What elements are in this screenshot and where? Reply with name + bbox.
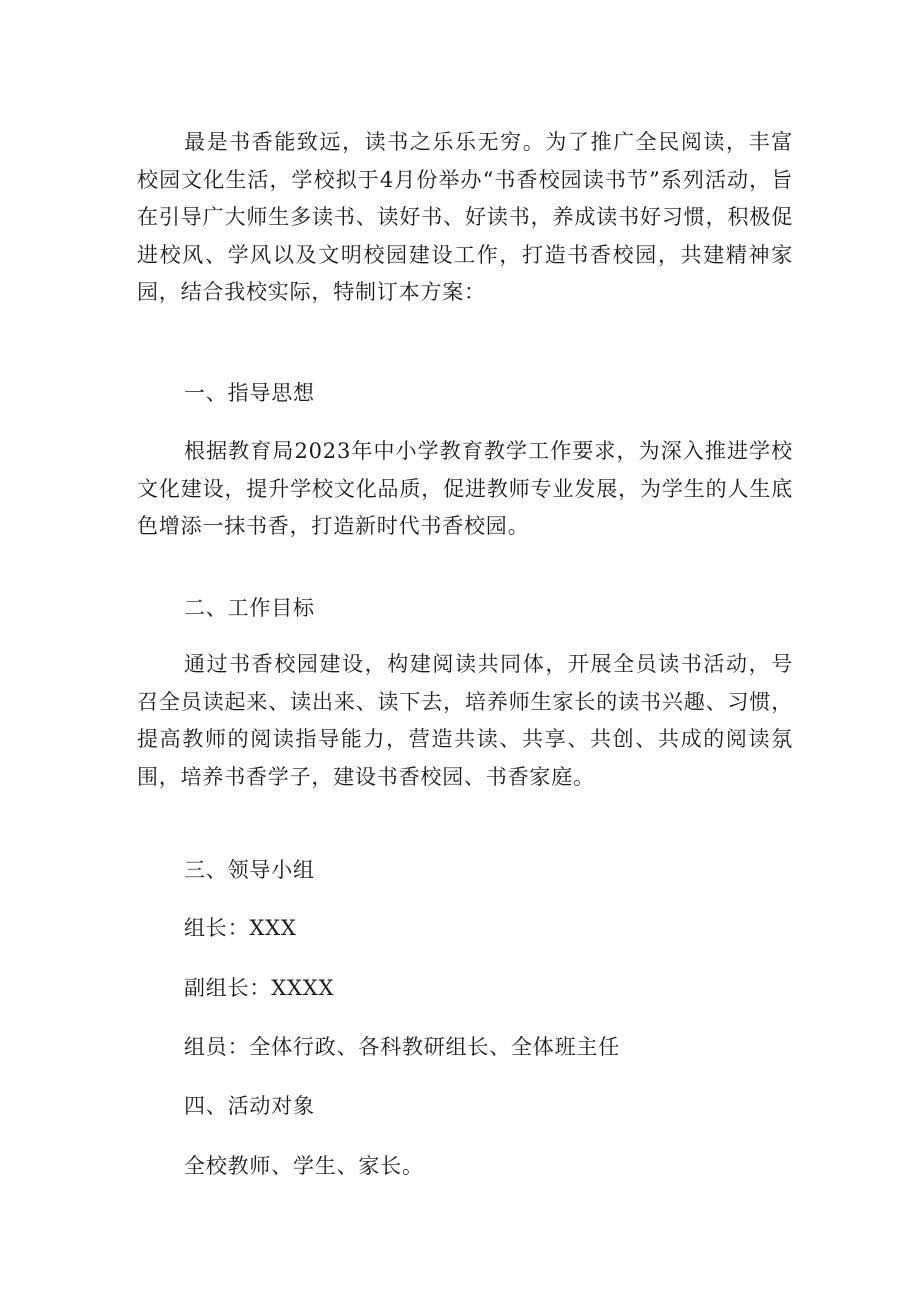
deputy-leader-line: 副组长：XXXX	[184, 976, 335, 1000]
section-heading-leadership-group: 三、领导小组	[184, 858, 315, 882]
work-goals-paragraph: 通过书香校园建设，构建阅读共同体，开展全员读书活动，号召全员读起来、读出来、读下去，培养师生家长的读书兴趣、习惯，提高教师的阅读指导能力，营造共读、共享、共创、共成的阅读氛围，培养书香学子，建设书香校园、书香家庭。	[137, 652, 793, 789]
intro-paragraph: 最是书香能致远，读书之乐乐无穷。为了推广全民阅读，丰富校园文化生活，学校拟于4月份举办“书香校园读书节”系列活动，旨在引导广大师生多读书、读好书、好读书，养成读书好习惯，积极促进校风、学风以及文明校园建设工作，打造书香校园，共建精神家园，结合我校实际，特制订本方案：	[137, 130, 793, 304]
section-heading-work-goals: 二、工作目标	[184, 596, 315, 620]
section-heading-activity-targets: 四、活动对象	[184, 1094, 315, 1118]
section-heading-guiding-ideology: 一、指导思想	[184, 381, 315, 405]
leader-line: 组长：XXX	[184, 916, 297, 940]
guiding-ideology-paragraph: 根据教育局2023年中小学教育教学工作要求，为深入推进学校文化建设，提升学校文化品质，促进教师专业发展，为学生的人生底色增添一抹书香，打造新时代书香校园。	[137, 439, 793, 538]
activity-targets-line: 全校教师、学生、家长。	[184, 1154, 424, 1178]
members-line: 组员：全体行政、各科教研组长、全体班主任	[184, 1035, 620, 1059]
